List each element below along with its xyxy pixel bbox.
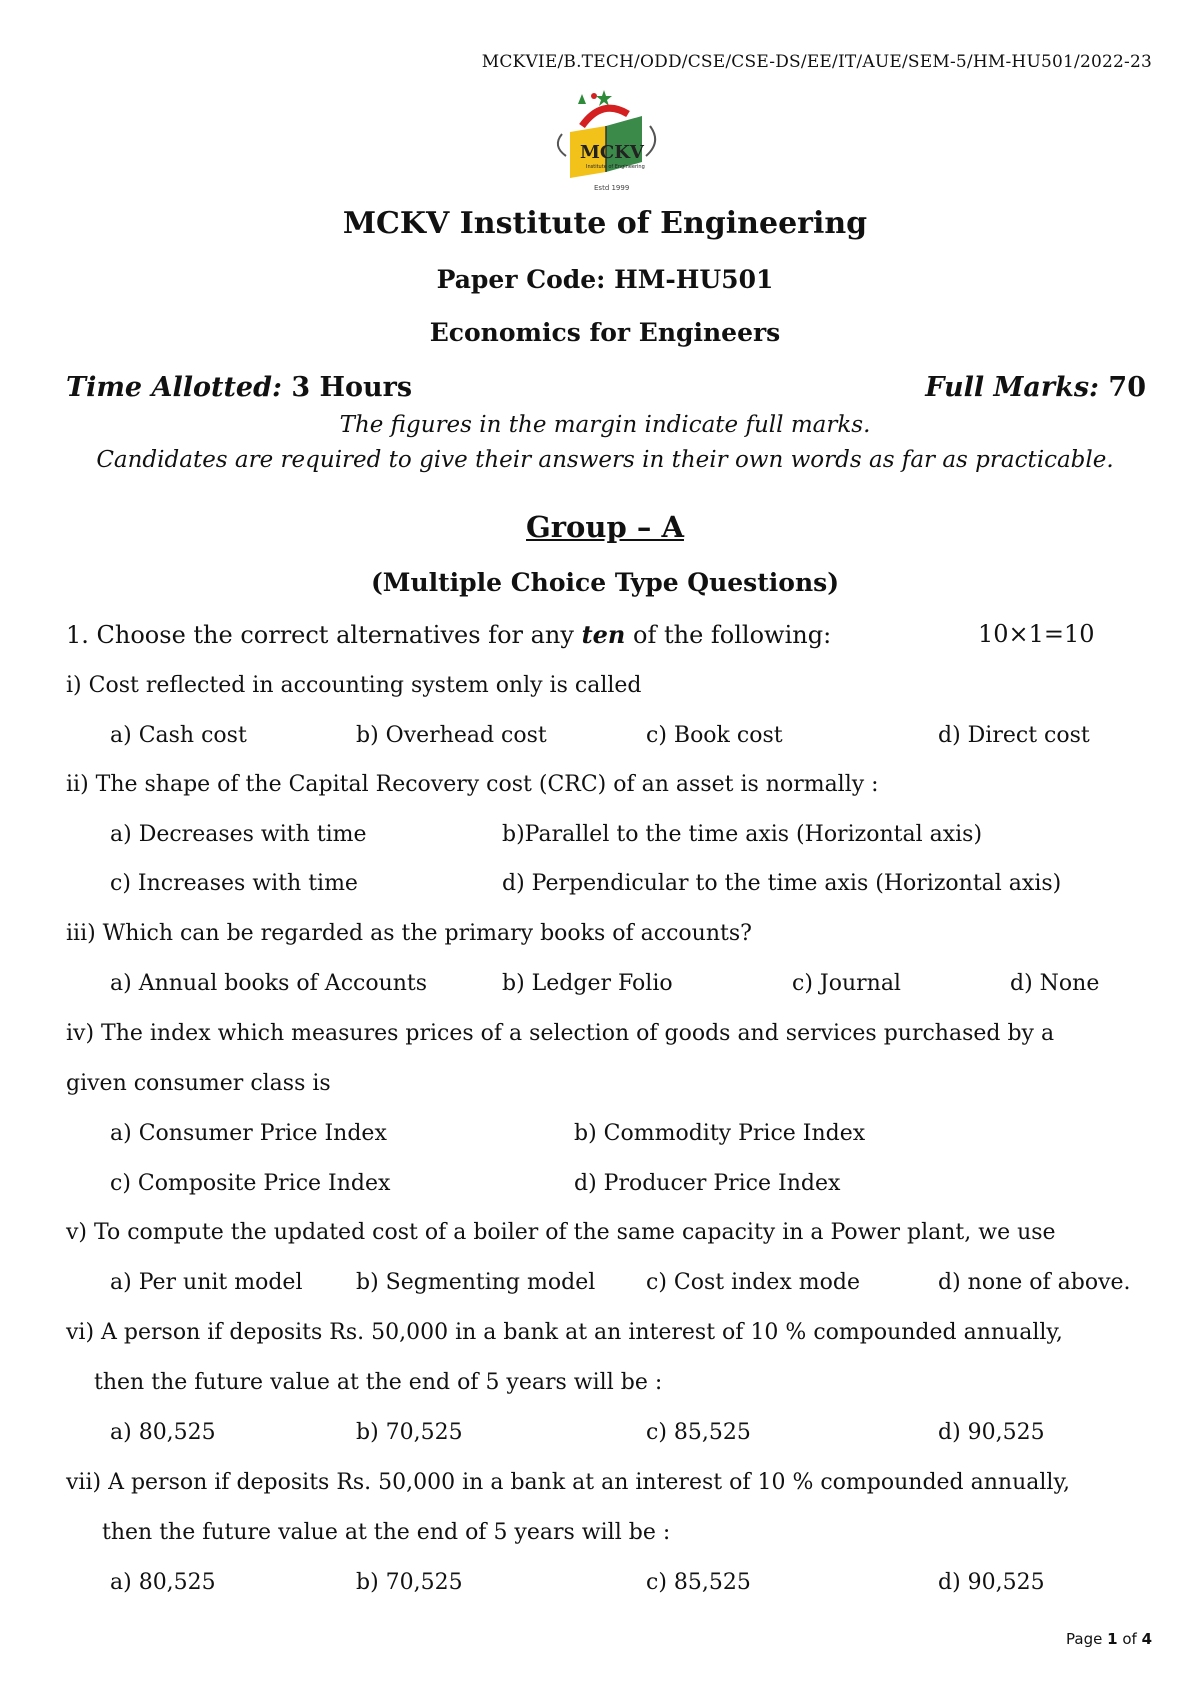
group-subtitle: (Multiple Choice Type Questions) xyxy=(370,568,840,597)
option: a) Cash cost xyxy=(110,723,247,748)
question-1-instruction: 1. Choose the correct alternatives for any ten of the following: xyxy=(66,620,832,649)
option: b)Parallel to the time axis (Horizontal axis) xyxy=(502,822,983,847)
option: a) 80,525 xyxy=(110,1420,216,1445)
option: b) Overhead cost xyxy=(356,723,547,748)
option: c) Increases with time xyxy=(110,871,358,896)
option: c) 85,525 xyxy=(646,1570,751,1595)
logo-estd: Estd 1999 xyxy=(594,184,630,192)
option: b) 70,525 xyxy=(356,1420,463,1445)
question-text: iv) The index which measures prices of a selection of goods and services purchased by a xyxy=(66,1021,1055,1046)
logo-text: MCKV xyxy=(580,142,644,163)
option: a) 80,525 xyxy=(110,1570,216,1595)
option: a) Consumer Price Index xyxy=(110,1121,387,1146)
option: d) Perpendicular to the time axis (Horizontal axis) xyxy=(502,871,1062,896)
question-text: ii) The shape of the Capital Recovery cost (CRC) of an asset is normally : xyxy=(66,772,879,797)
option: c) Journal xyxy=(792,971,901,996)
option: d) None xyxy=(1010,971,1100,996)
time-marks-row xyxy=(66,372,1146,403)
institute-logo xyxy=(542,86,670,194)
option: d) Producer Price Index xyxy=(574,1171,841,1196)
group-title: Group – A xyxy=(526,510,684,544)
option: d) 90,525 xyxy=(938,1570,1045,1595)
institute-name: MCKV Institute of Engineering xyxy=(342,206,868,241)
option: d) none of above. xyxy=(938,1270,1131,1295)
option: b) Ledger Folio xyxy=(502,971,673,996)
full-marks: Full Marks: 70 xyxy=(925,372,1146,403)
question-1-marks: 10×1=10 xyxy=(978,620,1095,648)
option: c) Cost index mode xyxy=(646,1270,861,1295)
option: d) Direct cost xyxy=(938,723,1090,748)
option: a) Decreases with time xyxy=(110,822,367,847)
option: a) Per unit model xyxy=(110,1270,303,1295)
instruction-note-1: The figures in the margin indicate full marks. xyxy=(339,412,871,438)
option: d) 90,525 xyxy=(938,1420,1045,1445)
question-text: v) To compute the updated cost of a boiler of the same capacity in a Power plant, we use xyxy=(66,1220,1056,1245)
option: c) Book cost xyxy=(646,723,783,748)
subject-title: Economics for Engineers xyxy=(429,318,781,347)
question-text: i) Cost reflected in accounting system only is called xyxy=(66,673,642,698)
time-allotted: Time Allotted: 3 Hours xyxy=(66,372,413,403)
question-text-continued: given consumer class is xyxy=(66,1071,331,1096)
option: b) Commodity Price Index xyxy=(574,1121,866,1146)
question-text-continued: then the future value at the end of 5 years will be : xyxy=(102,1520,671,1545)
option: b) 70,525 xyxy=(356,1570,463,1595)
instruction-note-2: Candidates are required to give their answers in their own words as far as practicable. xyxy=(96,447,1114,473)
question-text: iii) Which can be regarded as the primary books of accounts? xyxy=(66,921,752,946)
paper-code: Paper Code: HM-HU501 xyxy=(436,265,774,294)
question-text: vi) A person if deposits Rs. 50,000 in a bank at an interest of 10 % compounded annually, xyxy=(66,1320,1063,1345)
question-text-continued: then the future value at the end of 5 years will be : xyxy=(94,1370,663,1395)
option: a) Annual books of Accounts xyxy=(110,971,428,996)
logo-subtext: Institute of Engineering xyxy=(586,164,645,170)
option: c) 85,525 xyxy=(646,1420,751,1445)
paper-header-code: MCKVIE/B.TECH/ODD/CSE/CSE-DS/EE/IT/AUE/SEM-5/HM-HU501/2022-23 xyxy=(481,52,1152,72)
page-number: Page 1 of 4 xyxy=(1066,1630,1152,1648)
question-text: vii) A person if deposits Rs. 50,000 in a bank at an interest of 10 % compounded annually, xyxy=(66,1470,1070,1495)
option: c) Composite Price Index xyxy=(110,1171,391,1196)
option: b) Segmenting model xyxy=(356,1270,596,1295)
